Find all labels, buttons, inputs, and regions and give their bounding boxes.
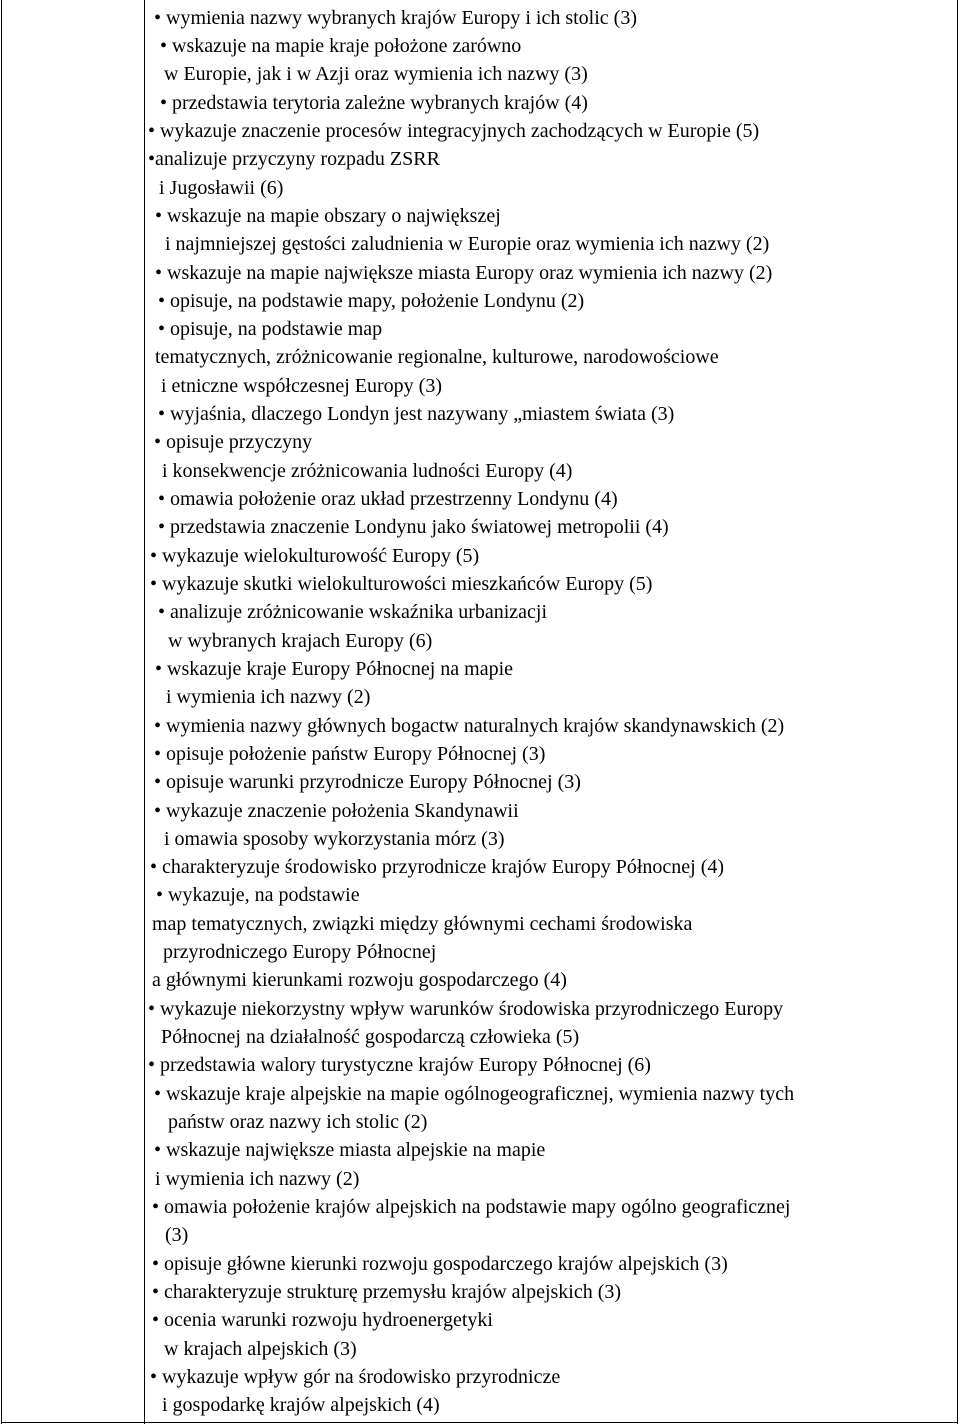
list-line: • przedstawia znaczenie Londynu jako światowej metropolii (4)	[158, 516, 669, 538]
list-line: map tematycznych, związki między głównymi cechami środowiska	[152, 913, 693, 935]
list-line: i etniczne współczesnej Europy (3)	[161, 375, 443, 397]
list-line: i omawia sposoby wykorzystania mórz (3)	[164, 828, 505, 850]
list-line: a głównymi kierunkami rozwoju gospodarczego (4)	[152, 969, 567, 991]
list-line: i gospodarkę krajów alpejskich (4)	[162, 1394, 440, 1416]
list-line: i najmniejszej gęstości zaludnienia w Europie oraz wymienia ich nazwy (2)	[165, 233, 770, 255]
list-line: • wykazuje skutki wielokulturowości mieszkańców Europy (5)	[150, 573, 653, 595]
list-line: • opisuje przyczyny	[154, 431, 313, 453]
list-line: • wykazuje znaczenie położenia Skandynawii	[154, 800, 519, 822]
list-line: • charakteryzuje środowisko przyrodnicze krajów Europy Północnej (4)	[150, 856, 725, 878]
table-border-left	[1, 0, 2, 1424]
table-column-divider	[144, 0, 145, 1424]
list-line: państw oraz nazwy ich stolic (2)	[168, 1111, 428, 1133]
list-line: tematycznych, zróżnicowanie regionalne, kulturowe, narodowościowe	[155, 346, 719, 368]
list-line: w wybranych krajach Europy (6)	[168, 630, 433, 652]
list-line: i Jugosławii (6)	[159, 177, 284, 199]
list-line: • wykazuje wpływ gór na środowisko przyrodnicze	[150, 1366, 561, 1388]
list-line: • wskazuje na mapie kraje położone zarówno	[160, 35, 522, 57]
list-line: • wskazuje kraje alpejskie na mapie ogólnogeograficznej, wymienia nazwy tych	[154, 1083, 795, 1105]
table-border-bottom	[1, 1422, 958, 1423]
list-line: • wymienia nazwy wybranych krajów Europy i ich stolic (3)	[154, 7, 637, 29]
list-line: przyrodniczego Europy Północnej	[163, 941, 437, 963]
list-line: • wykazuje niekorzystny wpływ warunków środowiska przyrodniczego Europy	[148, 998, 784, 1020]
list-line: •analizuje przyczyny rozpadu ZSRR	[148, 148, 440, 170]
list-line: • wykazuje znaczenie procesów integracyjnych zachodzących w Europie (5)	[148, 120, 760, 142]
list-line: • charakteryzuje strukturę przemysłu krajów alpejskich (3)	[152, 1281, 622, 1303]
list-line: Północnej na działalność gospodarczą człowieka (5)	[161, 1026, 580, 1048]
list-line: • wskazuje na mapie obszary o największej	[155, 205, 501, 227]
list-line: • wykazuje, na podstawie	[156, 884, 360, 906]
list-line: • wskazuje kraje Europy Północnej na mapie	[155, 658, 513, 680]
list-line: w krajach alpejskich (3)	[164, 1338, 357, 1360]
list-line: • wykazuje wielokulturowość Europy (5)	[150, 545, 480, 567]
list-line: w Europie, jak i w Azji oraz wymienia ich nazwy (3)	[164, 63, 588, 85]
list-line: • przedstawia terytoria zależne wybranych krajów (4)	[160, 92, 588, 114]
list-line: i wymienia ich nazwy (2)	[155, 1168, 360, 1190]
list-line: • opisuje warunki przyrodnicze Europy Północnej (3)	[154, 771, 581, 793]
list-line: • opisuje położenie państw Europy Północnej (3)	[154, 743, 546, 765]
table-border-right	[957, 0, 958, 1424]
list-line: • omawia położenie krajów alpejskich na podstawie mapy ogólno geograficznej	[152, 1196, 791, 1218]
list-line: • opisuje, na podstawie map	[158, 318, 383, 340]
list-line: • opisuje główne kierunki rozwoju gospodarczego krajów alpejskich (3)	[152, 1253, 728, 1275]
list-line: • ocenia warunki rozwoju hydroenergetyki	[152, 1309, 493, 1331]
list-line: • wyjaśnia, dlaczego Londyn jest nazywany „miastem świata (3)	[158, 403, 675, 425]
list-line: • wskazuje największe miasta alpejskie na mapie	[154, 1139, 546, 1161]
list-line: i konsekwencje zróżnicowania ludności Europy (4)	[162, 460, 573, 482]
list-line: • wskazuje na mapie największe miasta Europy oraz wymienia ich nazwy (2)	[155, 262, 773, 284]
list-line: • analizuje zróżnicowanie wskaźnika urbanizacji	[158, 601, 548, 623]
list-line: (3)	[165, 1224, 189, 1246]
list-line: • wymienia nazwy głównych bogactw naturalnych krajów skandynawskich (2)	[154, 715, 785, 737]
list-line: i wymienia ich nazwy (2)	[166, 686, 371, 708]
list-line: • omawia położenie oraz układ przestrzenny Londynu (4)	[158, 488, 618, 510]
list-line: • przedstawia walory turystyczne krajów Europy Północnej (6)	[148, 1054, 651, 1076]
list-line: • opisuje, na podstawie mapy, położenie Londynu (2)	[158, 290, 585, 312]
